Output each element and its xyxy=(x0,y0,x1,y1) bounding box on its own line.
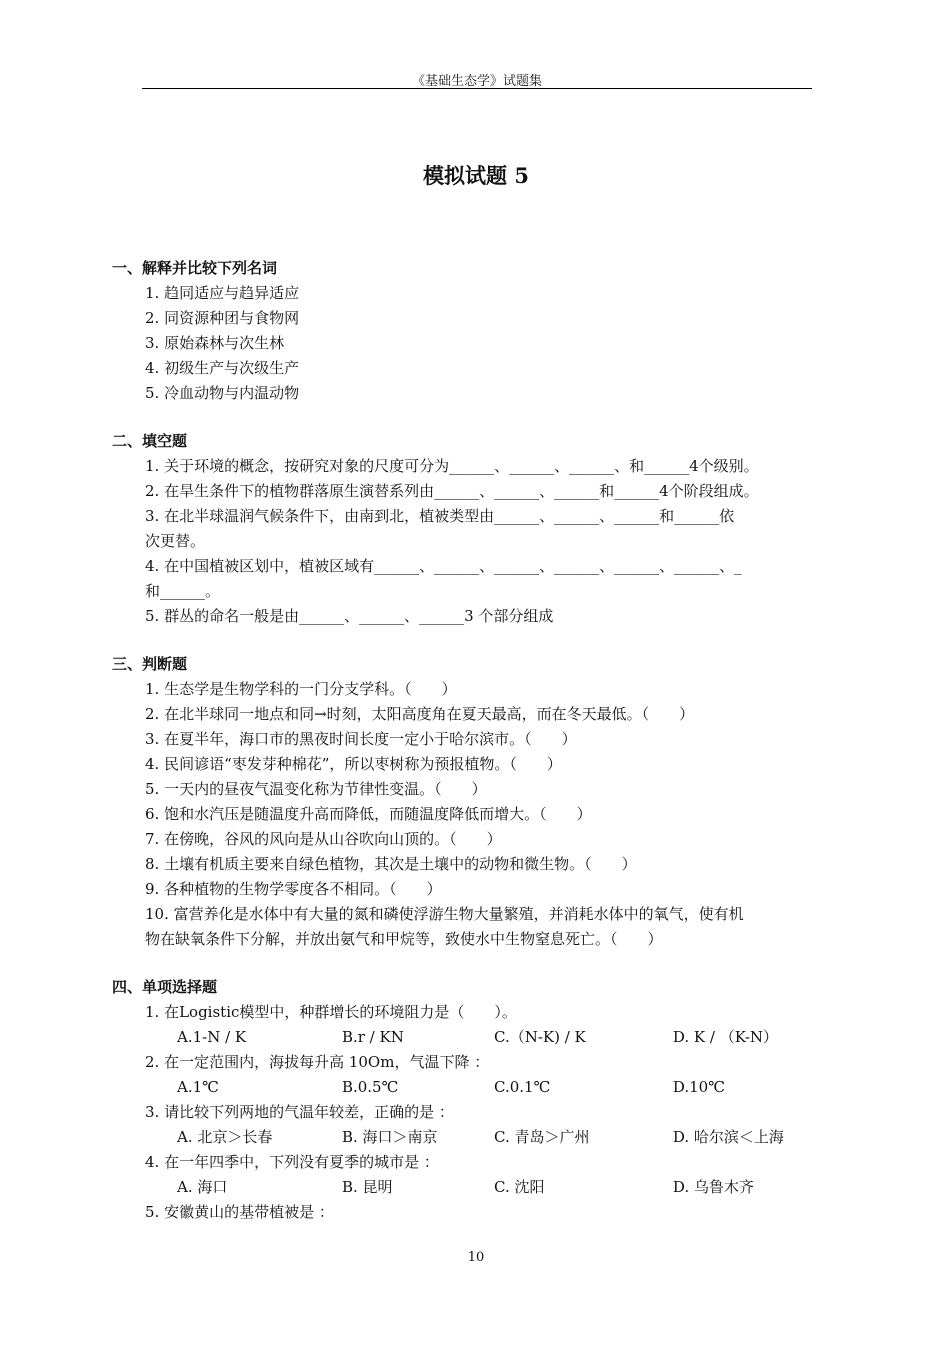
options-row xyxy=(112,1025,812,1050)
section-heading: 一、解释并比较下列名词 xyxy=(112,259,278,277)
option-a: A. 北京＞长春 xyxy=(177,1128,273,1146)
question: 2. 在旱生条件下的植物群落原生演替系列由______、______、______和______4个阶段组成。 xyxy=(145,482,759,500)
question: 4. 在中国植被区划中，植被区域有______、______、______、______、______、______、_ xyxy=(145,557,742,575)
question-continuation: 物在缺氧条件下分解，并放出氨气和甲烷等，致使水中生物窒息死亡。（ ） xyxy=(145,930,663,948)
section-multiple-choice xyxy=(112,975,812,1225)
option-c: C.0.1℃ xyxy=(494,1078,551,1096)
running-header: 《基础生态学》试题集 xyxy=(411,74,542,89)
question: 1. 生态学是生物学科的一门分支学科。（ ） xyxy=(145,680,457,698)
option-b: B.r / KN xyxy=(341,1028,404,1046)
list-item: 3. 原始森林与次生林 xyxy=(145,334,285,352)
header-rule xyxy=(142,88,812,89)
list-item: 5. 冷血动物与内温动物 xyxy=(145,384,300,402)
option-c: C. 青岛＞广州 xyxy=(494,1128,590,1146)
question: 5. 一天内的昼夜气温变化称为节律性变温。（ ） xyxy=(145,780,487,798)
section-heading: 三、判断题 xyxy=(112,655,188,673)
option-a: A. 海口 xyxy=(177,1178,228,1196)
question: 5. 安徽黄山的基带植被是 ： xyxy=(145,1203,334,1221)
option-c: C.（N-K) / K xyxy=(494,1028,586,1046)
option-a: A.1℃ xyxy=(177,1078,219,1096)
option-d: D. K / （K-N） xyxy=(672,1028,779,1046)
page-title: 模拟试题 5 xyxy=(423,163,529,188)
question: 1. 关于环境的概念，按研究对象的尺度可分为______、______、______、和______4个级别。 xyxy=(145,457,759,475)
options-row xyxy=(112,1175,812,1200)
section-definitions xyxy=(112,256,812,406)
question: 5. 群丛的命名一般是由______、______、______3 个部分组成 xyxy=(145,607,554,625)
question: 2. 在北半球同一地点和同→时刻，太阳高度角在夏天最高，而在冬天最低。（ ） xyxy=(145,705,695,723)
question: 1. 在Logistic模型中，种群增长的环境阻力是（ ）。 xyxy=(145,1003,517,1021)
question: 4. 在一年四季中，下列没有夏季的城市是 ： xyxy=(145,1153,439,1171)
option-c: C. 沈阳 xyxy=(494,1178,545,1196)
list-item: 1. 趋同适应与趋异适应 xyxy=(145,284,300,302)
question: 9. 各种植物的生物学零度各不相同。（ ） xyxy=(145,880,442,898)
option-d: D. 哈尔滨＜上海 xyxy=(672,1128,784,1146)
option-b: B. 海口＞南京 xyxy=(341,1128,438,1146)
question: 10. 富营养化是水体中有大量的氮和磷使浮游生物大量繁殖，并消耗水体中的氧气，使有机 xyxy=(145,905,744,923)
list-item: 4. 初级生产与次级生产 xyxy=(145,359,300,377)
question: 7. 在傍晚，谷风的风向是从山谷吹向山顶的。（ ） xyxy=(145,830,502,848)
question: 6. 饱和水汽压是随温度升高而降低，而随温度降低而增大。（ ） xyxy=(145,805,592,823)
question: 3. 请比较下列两地的气温年较差，正确的是 ： xyxy=(145,1103,454,1121)
list-item: 2. 同资源种团与食物网 xyxy=(145,309,300,327)
option-b: B.0.5℃ xyxy=(341,1078,399,1096)
spacer xyxy=(112,629,812,652)
option-d: D. 乌鲁木齐 xyxy=(672,1178,754,1196)
options-row xyxy=(112,1075,812,1100)
question-continuation: 和______。 xyxy=(145,582,221,600)
question-continuation: 次更替。 xyxy=(145,532,206,550)
section-heading: 二、填空题 xyxy=(112,432,188,450)
question: 2. 在一定范围内，海拔每升高 10Om，气温下降 ： xyxy=(145,1053,490,1071)
question: 8. 土壤有机质主要来自绿色植物，其次是土壤中的动物和微生物。（ ） xyxy=(145,855,637,873)
option-a: A.1-N / K xyxy=(177,1028,247,1046)
question: 4. 民间谚语“枣发芽种棉花”，所以枣树称为预报植物。（ ） xyxy=(145,755,562,773)
page-number: 10 xyxy=(467,1250,485,1265)
section-heading: 四、单项选择题 xyxy=(112,978,218,996)
section-fill-blanks xyxy=(112,429,812,629)
section-true-false xyxy=(112,652,812,952)
option-b: B. 昆明 xyxy=(341,1178,393,1196)
question: 3. 在夏半年，海口市的黑夜时间长度一定小于哈尔滨市。（ ） xyxy=(145,730,577,748)
question: 3. 在北半球温润气候条件下，由南到北，植被类型由______、______、______和______依 xyxy=(145,507,735,525)
option-d: D.10℃ xyxy=(672,1078,726,1096)
spacer xyxy=(112,406,812,429)
exam-content xyxy=(112,256,812,1225)
spacer xyxy=(112,952,812,975)
options-row xyxy=(112,1125,812,1150)
